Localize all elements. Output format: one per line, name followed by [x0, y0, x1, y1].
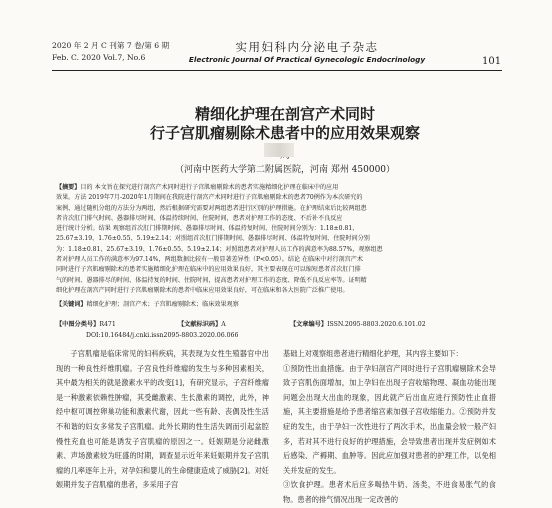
doi: DOI:10.16484/j.cnki.issn2095-8803.2020.06.066 — [86, 332, 239, 339]
journal-title-en: Electronic Journal Of Practical Gynecologic Endocrinology — [188, 55, 426, 64]
issn-value: ISSN.2095-8803.2020.6.101.02 — [327, 321, 426, 328]
abstract-line: 者对护理人员工作的满意率为97.14%，两组数据比较有一般显著差异性（P<0.05）。结论 在临床中对行剖宫产术 — [56, 256, 363, 264]
journal-title-cn: 实用妇科内分泌电子杂志 — [235, 40, 379, 54]
issue-date-cn: 2020 年 2 月 C 刊第 7 卷/第 6 期 — [52, 41, 170, 50]
doc-label: 【文献标识码】 — [177, 321, 222, 328]
doc-value: A — [221, 321, 226, 328]
abstract — [56, 183, 496, 296]
body-paragraph: ①预防性出血措施。由于孕妇剖宫产同时进行子宫肌瘤剔除术会导致子宫肌伤面增加，加上孕妇在出现子宫收缩物理、凝血功能出现问题会出现大出血的现象，因此就产后出血应进行预防性止血措施，其主要措施是给予患者缩宫素加强子宫收缩能力。②预防并发症的发生，由于孕妇一次性进行了两次手术，出血量会较一般产妇多，若对其不进行良好的护理措施，会导致患者出现并发症例如术后感染、产褥期、血肿等。因此应加强对患者的护理工作，以免相关并发症的发生。 — [283, 363, 496, 475]
issue-date-en: Feb. C. 2020 Vol.7, No.6 — [52, 53, 146, 62]
header-left — [52, 40, 182, 64]
body-paragraph: ③饮食护理。患者术后应多喝热牛奶、汤类，不进食易胀气的食物。患者的排气情况出现一定改善的 — [283, 480, 496, 504]
page-number: 101 — [482, 56, 502, 67]
issn-label: 【文章编号】 — [289, 321, 328, 328]
header-rule — [52, 70, 502, 71]
abstract-line: 进行统计分析。结果 观察组首次肛门排期时间、愚器排尽时间、体温持复时间、住院时间分别为：1.18±0.81、 — [56, 225, 359, 233]
abstract-line: 同时进行子宫肌瘤剔除术的患者实施精细化护理在临床中的应用效果良好，其主要表现在可以缩短患者首次肛门排 — [56, 266, 361, 274]
abstract-line: 案例，通过随机分组的方法分为两组，然后根据研究需要对两组患者进行区别的护理措施。在护理结束后比较两组患 — [56, 204, 367, 212]
abstract-label: 【摘要】 — [56, 184, 81, 191]
keywords — [56, 300, 496, 310]
body-paragraph: 子宫肌瘤是临床常见的妇科疾病，其表现为女性生殖器官中出现的一种良性纤维肌瘤。子宫良性纤维瘤的发生与多种因素相关，其中最为相关的就是激素水平的改变[1]，有研究显示，子宫纤维瘤是一种激素依赖性肿瘤，其受雌激素、生长激素的调控，此外，神经中枢可调控卵巢功能和激素代谢，因此一些有龄、丧偶及性生活不和谐的妇女多常发子宫肌瘤。此外长期的性生活失调而引起盆腔慢性充血也可能是诱发子宫肌瘤的原因之一。妊娠期是分泌雌激素、声场激素较为旺盛的时期，调查显示近年来妊娠期并发子宫肌瘤的几率逐年上升，对孕妇和婴儿的生命健康造成了威胁[2]。对妊娠期并发子宫肌瘤的患者，多采用子宫 — [56, 349, 269, 490]
journal-header — [182, 40, 432, 65]
clc-label: 【中图分类号】 — [56, 321, 100, 328]
body-intro: 基础上对观察组患者进行精细化护理，其内容主要如下： — [283, 349, 463, 358]
abstract-line: 目的 本文旨在探究进行剖宫产术同时进行子宫肌瘤剔除术的患者实施精细化护理在临床中的应用 — [80, 184, 339, 191]
abstract-line: 为：1.18±0.81、25.67±3.19、1.76±0.55、5.19±2.14；对照组患者对护理人员工作的满意率为88.57%，观察组患 — [56, 245, 383, 253]
abstract-line: 细化护理在剖宫产同时进行子宫肌瘤剔除术的患者中临床应用效果良好，可在临床和各大医院广泛推广使用。 — [56, 286, 349, 294]
keywords-text: 精细化护理；剖宫产术；子宫肌瘤剔除术；临床效果观察 — [86, 301, 239, 308]
abstract-line: 气的时间、愚器排尽的时间、体温持复的时间、住院时间，提高患者对护理工作的态度、降低不良反应率等。证明精 — [56, 276, 367, 284]
article-title-line1: 精细化护理在剖宫产术同时 — [194, 105, 375, 123]
abstract-line: 25.67±3.19、1.76±0.55、5.19±2.14；对照组首次肛门排期时间、愚器排尽时间、体温特复时间、住院时间分别 — [56, 235, 370, 243]
affiliation: （河南中医药大学第二附属医院，河南 郑州 450000） — [174, 165, 396, 175]
abstract-line: 效果。方法 2019年7月-2020年1月期间在我院进行剖宫产术同时进行子宫肌瘤剔除术的患者70例作为本次研究的 — [56, 194, 363, 202]
article-meta — [56, 319, 496, 341]
body-right-column — [283, 347, 496, 508]
author-redaction — [264, 143, 294, 157]
article-title-line2: 行子宫肌瘤剔除术患者中的应用效果观察 — [149, 124, 420, 142]
body-left-column — [56, 347, 269, 493]
abstract-line: 者肯次肛门排气时间、愚器排尽时间、体温持续时间、住院时间，患者对护理工作的态度、不后补不良反应 — [56, 214, 343, 222]
keywords-label: 【关键词】 — [56, 301, 87, 308]
clc-value: R471 — [99, 321, 116, 328]
